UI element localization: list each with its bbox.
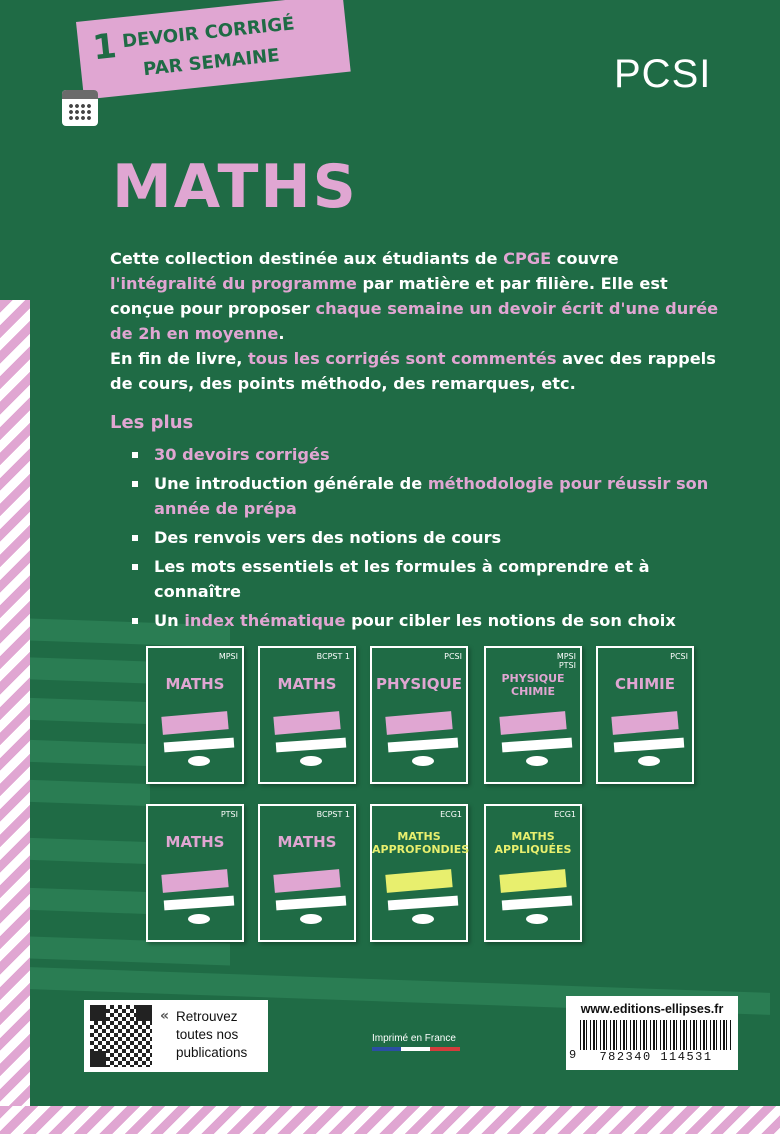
book-title: PHYSIQUE [376, 675, 462, 693]
list-item-highlight: index thématique [184, 611, 346, 630]
book-sticker [164, 738, 235, 753]
intro-text-part: par matière et par filière. Elle est conçue pour proposer [110, 274, 668, 318]
book-title: MATHS [277, 675, 337, 693]
publisher-logo [638, 756, 660, 766]
book-title: MATHS [165, 833, 225, 851]
book-cover-bcpst-maths [258, 646, 356, 784]
background-band [30, 698, 150, 724]
book-sticker [502, 896, 573, 911]
book-cover-pcsi-physique [370, 646, 468, 784]
intro-text-part: En fin de livre, [110, 349, 248, 368]
banner-number: 1 [90, 26, 119, 69]
intro-text-part: couvre [551, 249, 619, 268]
publisher-logo [300, 914, 322, 924]
book-title: PHYSIQUE CHIMIE [501, 672, 565, 698]
isbn-first-digit: 9 [569, 1048, 577, 1062]
book-level: PTSI [220, 810, 238, 819]
decorative-stripes-bottom [0, 1106, 780, 1134]
book-banner [273, 869, 340, 893]
book-title: MATHS APPROFONDIES [372, 830, 470, 856]
intro-text-part: . [278, 324, 285, 343]
qr-code[interactable] [90, 1005, 152, 1067]
list-item-text: Des renvois vers des notions de cours [154, 528, 502, 547]
book-banner [499, 711, 566, 735]
intro-text-part: avec des rappels de cours, des points méthodo, des remarques, etc. [110, 349, 716, 393]
calendar-grid [68, 103, 92, 121]
book-banner [161, 711, 228, 735]
publisher-logo [300, 756, 322, 766]
list-item [130, 554, 730, 604]
calendar-header [62, 90, 98, 99]
book-banner [499, 869, 566, 893]
book-level: ECG1 [440, 810, 462, 819]
intro-highlight: tous les corrigés sont commentés [247, 349, 557, 368]
publisher-logo [412, 756, 434, 766]
plus-list [130, 442, 730, 637]
list-item-text: Les mots essentiels et les formules à comprendre et à connaître [154, 557, 650, 601]
list-item [130, 442, 730, 467]
list-item [130, 471, 730, 521]
barcode [580, 1020, 732, 1054]
book-cover-mpsi-ptsi-physique-chimie [484, 646, 582, 784]
book-sticker [388, 896, 459, 911]
background-band [30, 888, 150, 914]
book-level: BCPST 1 [316, 810, 350, 819]
book-level: ECG1 [554, 810, 576, 819]
background-band [30, 838, 150, 864]
publisher-logo [188, 914, 210, 924]
printed-in-label: Imprimé en France [372, 1033, 456, 1044]
book-banner [273, 711, 340, 735]
book-sticker [276, 896, 347, 911]
weekly-banner [76, 0, 351, 100]
intro-highlight: l'intégralité du programme [110, 274, 357, 293]
publisher-website[interactable]: www.editions-ellipses.fr [580, 1002, 724, 1016]
list-item [130, 608, 730, 633]
book-cover-bcpst-maths-2 [258, 804, 356, 942]
book-level: MPSI PTSI [556, 652, 576, 670]
page-title: MATHS [112, 152, 358, 222]
book-cover-ptsi-maths [146, 804, 244, 942]
decorative-stripes-left [0, 300, 30, 1134]
book-banner [385, 869, 452, 893]
background-band [30, 780, 150, 806]
list-item [130, 525, 730, 550]
book-title: CHIMIE [615, 675, 675, 693]
book-title: MATHS [277, 833, 337, 851]
calendar-icon [62, 90, 98, 126]
banner-line-2: PAR SEMAINE [142, 44, 281, 81]
book-sticker [388, 738, 459, 753]
list-item-text: pour cibler les notions de son choix [345, 611, 676, 630]
book-level: PCSI [444, 652, 462, 661]
publisher-logo [188, 756, 210, 766]
intro-highlight: chaque semaine un devoir écrit d'une durée de 2h en moyenne [110, 299, 719, 343]
book-title: MATHS APPLIQUÉES [494, 830, 572, 856]
book-banner [385, 711, 452, 735]
list-item-text: Une introduction générale de [154, 474, 428, 493]
level-label: PCSI [614, 52, 712, 96]
background-band [30, 740, 150, 766]
book-sticker [276, 738, 347, 753]
publisher-logo [526, 756, 548, 766]
list-item-text: Un [154, 611, 185, 630]
book-cover-ecg-maths-appliquees [484, 804, 582, 942]
book-sticker [502, 738, 573, 753]
book-cover-ecg-maths-approfondies [370, 804, 468, 942]
book-cover-mpsi-maths [146, 646, 244, 784]
publisher-logo [526, 914, 548, 924]
book-banner [611, 711, 678, 735]
french-flag-icon [372, 1047, 460, 1051]
book-sticker [614, 738, 685, 753]
book-title: MATHS [165, 675, 225, 693]
qr-caption: Retrouvez toutes nos publications [176, 1009, 248, 1060]
book-level: MPSI [218, 652, 238, 661]
qr-promo-box [84, 1000, 268, 1072]
banner-line-1: DEVOIR CORRIGÉ [121, 13, 296, 53]
book-banner [161, 869, 228, 893]
publisher-logo [412, 914, 434, 924]
isbn-box [566, 996, 738, 1070]
book-level: PCSI [670, 652, 688, 661]
list-item-text: 30 devoirs corrigés [154, 445, 330, 464]
book-sticker [164, 896, 235, 911]
chevron-left-icon: « [160, 1008, 170, 1024]
plus-heading: Les plus [110, 412, 194, 433]
intro-text [110, 246, 730, 396]
intro-text-part: Cette collection destinée aux étudiants de [110, 249, 504, 268]
list-item-highlight: méthodologie pour réussir son année de prépa [154, 474, 709, 518]
book-level: BCPST 1 [316, 652, 350, 661]
isbn-number: 782340 114531 [580, 1050, 732, 1064]
intro-highlight: CPGE [503, 249, 552, 268]
book-cover-pcsi-chimie [596, 646, 694, 784]
